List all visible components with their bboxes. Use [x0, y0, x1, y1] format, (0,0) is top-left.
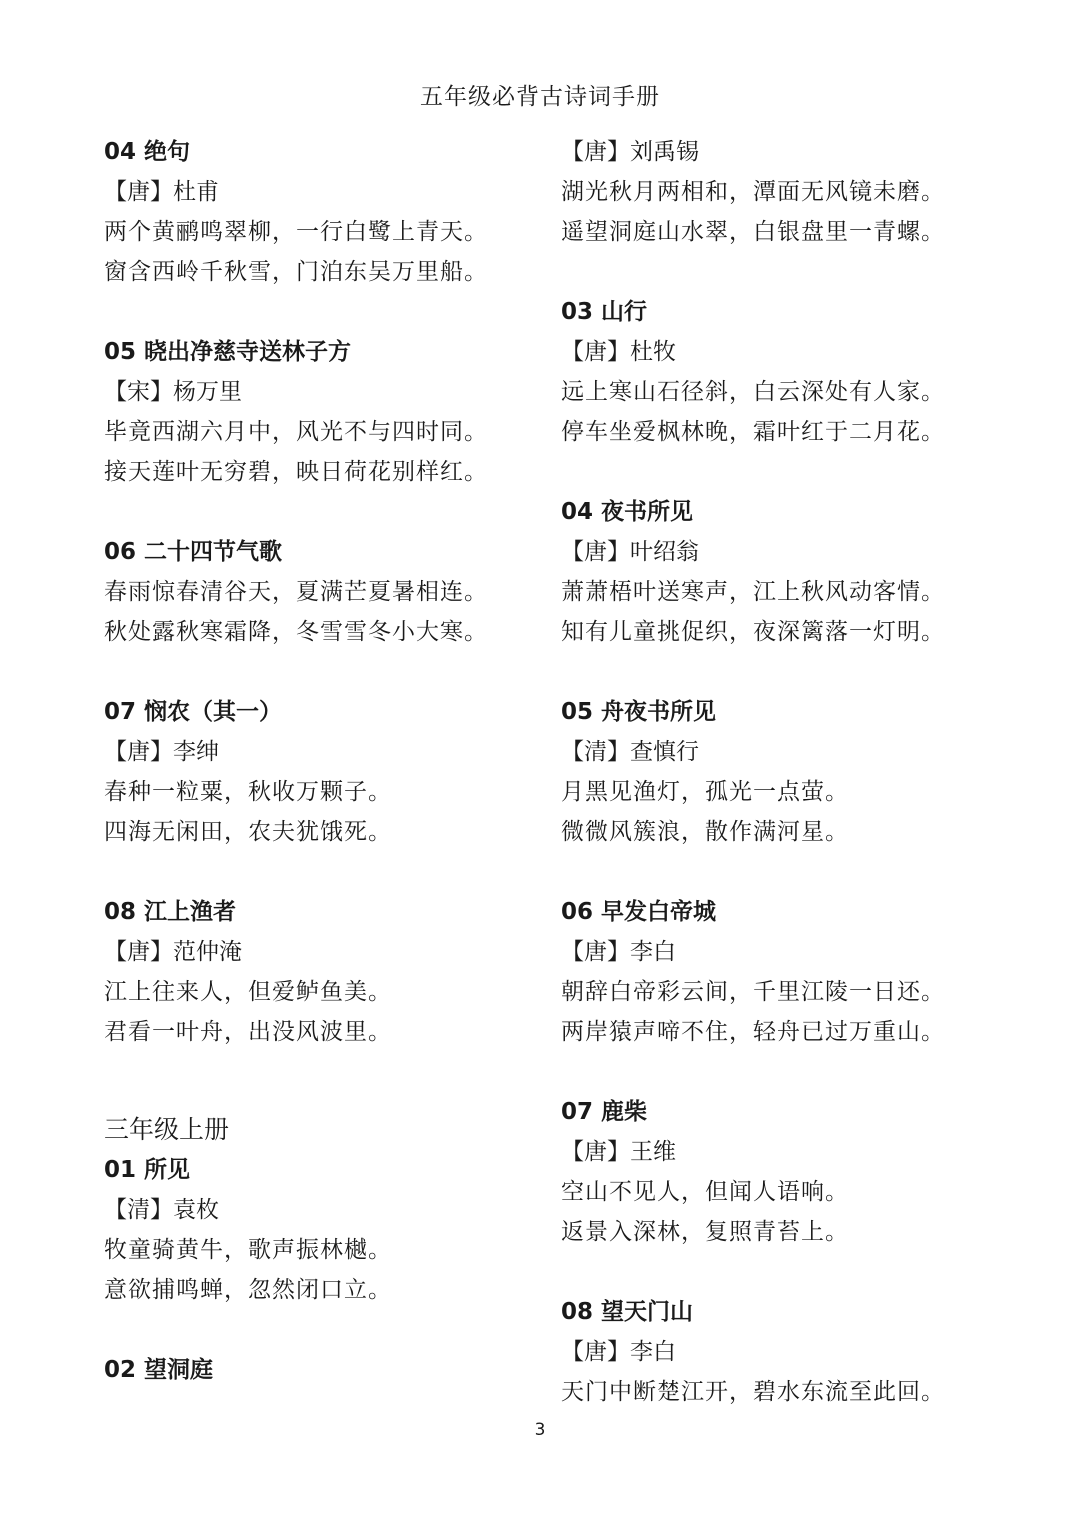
- poem-author: 【唐】李绅: [104, 739, 219, 765]
- poem-line: 毕竟西湖六月中，风光不与四时同。: [104, 419, 488, 445]
- poem-jiangshang-yuzhe: [104, 892, 544, 1052]
- poem-line: 接天莲叶无穷碧，映日荷花别样红。: [104, 459, 488, 485]
- poem-line: 湖光秋月两相和，潭面无风镜未磨。: [561, 179, 945, 205]
- poem-title: 05 舟夜书所见: [561, 699, 717, 725]
- poem-author: 【唐】李白: [561, 939, 676, 965]
- poem-line: 返景入深林，复照青苔上。: [561, 1219, 849, 1245]
- poem-line: 牧童骑黄牛，歌声振林樾。: [104, 1237, 392, 1263]
- poem-line: 空山不见人，但闻人语响。: [561, 1179, 849, 1205]
- poem-line: 两岸猿声啼不住，轻舟已过万重山。: [561, 1019, 945, 1045]
- poem-yeshu-suojian: [561, 492, 1001, 652]
- poem-author: 【唐】范仲淹: [104, 939, 242, 965]
- poem-title: 06 二十四节气歌: [104, 539, 283, 565]
- poem-line: 意欲捕鸣蝉，忽然闭口立。: [104, 1277, 392, 1303]
- poem-wang-tianmenshan: [561, 1292, 1001, 1412]
- poem-line: 遥望洞庭山水翠，白银盘里一青螺。: [561, 219, 945, 245]
- poem-title: 03 山行: [561, 299, 648, 325]
- poem-line: 月黑见渔灯，孤光一点萤。: [561, 779, 849, 805]
- poem-line: 窗含西岭千秋雪，门泊东吴万里船。: [104, 259, 488, 285]
- poem-title: 02 望洞庭: [104, 1357, 214, 1383]
- poem-line: 春种一粒粟，秋收万颗子。: [104, 779, 392, 805]
- poem-line: 秋处露秋寒霜降，冬雪雪冬小大寒。: [104, 619, 488, 645]
- poem-title: 04 绝句: [104, 139, 191, 165]
- poem-line: 四海无闲田，农夫犹饿死。: [104, 819, 392, 845]
- left-column: [104, 132, 544, 1390]
- poem-line: 朝辞白帝彩云间，千里江陵一日还。: [561, 979, 945, 1005]
- poem-jueju: [104, 132, 544, 292]
- poem-author: 【宋】杨万里: [104, 379, 242, 405]
- poem-wang-dongting-title: [104, 1350, 544, 1390]
- poem-luzhai: [561, 1092, 1001, 1252]
- poem-line: 停车坐爱枫林晚，霜叶红于二月花。: [561, 419, 945, 445]
- poem-line: 远上寒山石径斜，白云深处有人家。: [561, 379, 945, 405]
- poem-xiaochu-jingcisi: [104, 332, 544, 492]
- poem-author: 【唐】杜甫: [104, 179, 219, 205]
- poem-line: 微微风簇浪，散作满河星。: [561, 819, 849, 845]
- poem-title: 01 所见: [104, 1157, 191, 1183]
- poem-author: 【清】袁枚: [104, 1197, 219, 1223]
- page-title: 五年级必背古诗词手册: [420, 84, 660, 110]
- poem-line: 知有儿童挑促织，夜深篱落一灯明。: [561, 619, 945, 645]
- poem-minnong: [104, 692, 544, 852]
- poem-title: 08 望天门山: [561, 1299, 694, 1325]
- poem-author: 【唐】叶绍翁: [561, 539, 699, 565]
- poem-line: 萧萧梧叶送寒声，江上秋风动客情。: [561, 579, 945, 605]
- poem-author: 【唐】刘禹锡: [561, 139, 699, 165]
- right-column: [561, 132, 1001, 1412]
- poem-line: 江上往来人，但爱鲈鱼美。: [104, 979, 392, 1005]
- poem-wang-dongting-body: [561, 132, 1001, 252]
- poem-line: 君看一叶舟，出没风波里。: [104, 1019, 392, 1045]
- poem-line: 天门中断楚江开，碧水东流至此回。: [561, 1379, 945, 1405]
- poem-suojian: [104, 1150, 544, 1310]
- poem-zaofa-baidicheng: [561, 892, 1001, 1052]
- grade-heading: 三年级上册: [104, 1115, 230, 1144]
- poem-title: 07 鹿柴: [561, 1099, 648, 1125]
- poem-shanxing: [561, 292, 1001, 452]
- page-number: 3: [534, 1420, 546, 1440]
- poem-author: 【唐】杜牧: [561, 339, 676, 365]
- poem-author: 【唐】李白: [561, 1339, 676, 1365]
- poem-title: 04 夜书所见: [561, 499, 694, 525]
- poem-title: 07 悯农（其一）: [104, 699, 283, 725]
- poem-line: 两个黄鹂鸣翠柳，一行白鹭上青天。: [104, 219, 488, 245]
- poem-title: 05 晓出净慈寺送林子方: [104, 339, 352, 365]
- poem-ershisi-jieqi-ge: [104, 532, 544, 652]
- poem-line: 春雨惊春清谷天，夏满芒夏暑相连。: [104, 579, 488, 605]
- poem-title: 08 江上渔者: [104, 899, 237, 925]
- poem-author: 【唐】王维: [561, 1139, 676, 1165]
- poem-zhouye-shu-suojian: [561, 692, 1001, 852]
- poem-title: 06 早发白帝城: [561, 899, 717, 925]
- poem-author: 【清】查慎行: [561, 739, 699, 765]
